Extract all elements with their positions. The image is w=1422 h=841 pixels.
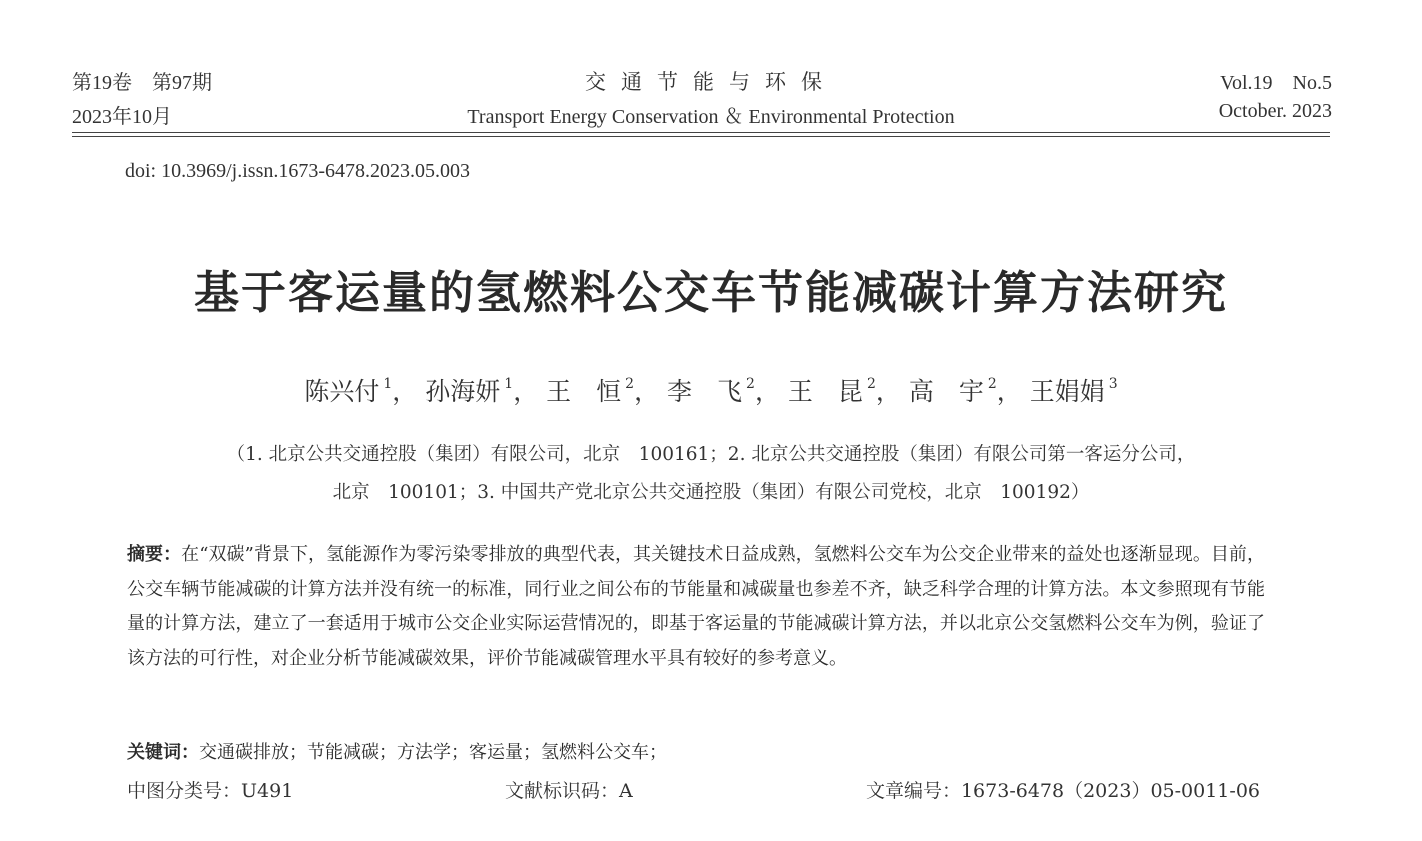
volume-issue-en: Vol.19 No.5 [1220, 72, 1332, 94]
journal-title-en: Transport Energy Conservation ＆ Environmental Protection [467, 106, 955, 128]
affiliation-line-2: 北京 100101；3. 中国共产党北京公共交通控股（集团）有限公司党校，北京 100192） [332, 482, 1090, 503]
author: 王 昆 $^2$ [787, 376, 876, 406]
keywords [127, 738, 667, 764]
document-code: 文献标识码：A [505, 780, 633, 802]
keywords-text: 交通碳排放；节能减碳；方法学；客运量；氢燃料公交车； [199, 742, 667, 763]
author: 王 恒 $^2$ [546, 376, 635, 406]
author: 王娟娟 $^3$ [1029, 376, 1118, 406]
paper-title: 基于客运量的氢燃料公交车节能减碳计算方法研究 [193, 266, 1228, 319]
author-list: 陈兴付 $^1$， 孙海妍 $^1$， 王 恒 $^2$， 李 飞 $^2$， 王 昆 $^2$， 高 宇 $^2$， 王娟娟 $^3$ [304, 376, 1118, 406]
doi: doi: 10.3969/j.issn.1673-6478.2023.05.003 [125, 160, 471, 182]
journal-title-cn: 交通节能与环保 [585, 70, 837, 94]
author: 李 飞 $^2$ [667, 376, 755, 406]
keywords-label: 关键词： [127, 742, 199, 763]
abstract-label: 摘要： [127, 544, 182, 565]
date-cn: 2023年10月 [72, 106, 172, 128]
author: 陈兴付 $^1$ [304, 376, 393, 406]
article-number: 文章编号：1673-6478（2023）05-0011-06 [865, 780, 1260, 802]
affiliation-line-1: （1. 北京公共交通控股（集团）有限公司，北京 100161；2. 北京公共交通控股（集团）有限公司第一客运分公司， [226, 444, 1196, 465]
abstract [127, 538, 1265, 676]
author: 高 宇 $^2$ [908, 376, 997, 406]
date-en: October. 2023 [1218, 100, 1332, 122]
clc-number: 中图分类号：U491 [127, 780, 294, 802]
header-rule-top [72, 132, 1330, 133]
abstract-text: 在“双碳”背景下，氢能源作为零污染零排放的典型代表，其关键技术日益成熟，氢燃料公交车为公交企业带来的益处也逐渐显现。目前，公交车辆节能减碳的计算方法并没有统一的标准，同行业之间公布的节能量和减碳量也参差不齐，缺乏科学合理的计算方法。本文参照现有节能量的计算方法，建立了一套适用于城市公交企业实际运营情况的，即基于客运量的节能减碳计算方法，并以北京公交氢燃料公交车为例，验证了该方法的可行性，对企业分析节能减碳效果，评价节能减碳管理水平具有较好的参考意义。 [127, 544, 1265, 669]
volume-issue-cn: 第19卷 第97期 [72, 72, 212, 94]
author: 孙海妍 $^1$ [425, 376, 514, 406]
header-rule-bottom [72, 136, 1330, 137]
